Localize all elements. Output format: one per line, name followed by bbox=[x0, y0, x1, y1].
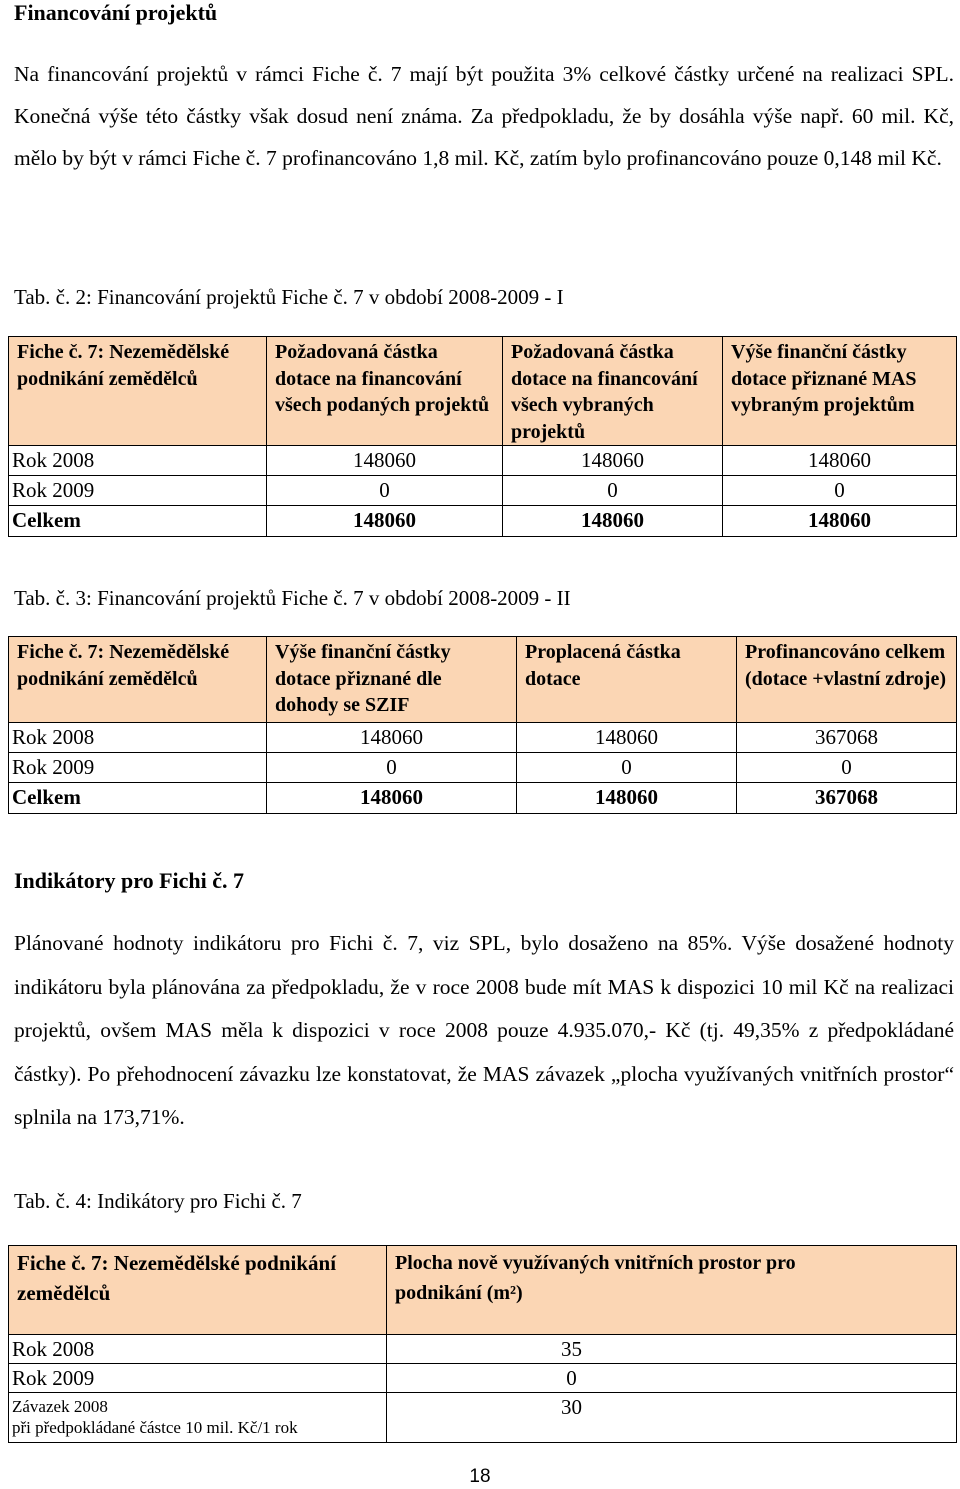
row-label: Rok 2008 bbox=[9, 723, 267, 753]
table3-header-cell: Proplacená částka dotace bbox=[517, 637, 737, 723]
table4-caption: Tab. č. 4: Indikátory pro Fichi č. 7 bbox=[14, 1189, 302, 1213]
table-cell: 148060 bbox=[267, 783, 517, 814]
table-total-row bbox=[9, 783, 957, 814]
commitment-label-line1: Závazek 2008 bbox=[12, 1397, 108, 1416]
table-row bbox=[9, 446, 957, 476]
table3-header-cell: Výše finanční částky dotace přiznané dle dohody se SZIF bbox=[267, 637, 517, 723]
table2-header-cell: Výše finanční částky dotace přiznané MAS vybraným projektům bbox=[723, 337, 957, 446]
table3-header-row bbox=[9, 637, 957, 723]
paragraph-indicators: Plánované hodnoty indikátoru pro Fichi č. 7, viz SPL, bylo dosaženo na 85%. Výše dosažené hodnoty indikátoru byla plánována za předpokladu, že v roce 2008 bude mít MAS k dispozici 10 mil Kč na realizaci projektů, ovšem MAS měla k dispozici v roce 2008 pouze 4.935.070,- Kč (tj. 49,35% z předpokládané částky). Po přehodnocení závazku lze konstatovat, že MAS závazek „plocha využívaných vnitřních prostor“ splnila na 173,71%. bbox=[14, 931, 954, 1129]
table4 bbox=[8, 1245, 957, 1443]
table2-caption: Tab. č. 2: Financování projektů Fiche č. 7 v období 2008-2009 - I bbox=[14, 285, 564, 309]
table-cell: 148060 bbox=[503, 506, 723, 537]
table2 bbox=[8, 336, 957, 537]
table-row bbox=[9, 476, 957, 506]
commitment-label bbox=[9, 1393, 387, 1443]
table-cell: 148060 bbox=[503, 446, 723, 476]
table3-header-cell: Fiche č. 7: Nezemědělské podnikání zemědělců bbox=[9, 637, 267, 723]
table4-header-cell: Plocha nově využívaných vnitřních prostor pro podnikání (m²) bbox=[387, 1246, 957, 1335]
row-label: Rok 2008 bbox=[9, 446, 267, 476]
table4-header-cell: Fiche č. 7: Nezemědělské podnikání zemědělců bbox=[9, 1246, 387, 1335]
table-cell: 148060 bbox=[267, 723, 517, 753]
table3-header-cell: Profinancováno celkem (dotace +vlastní zdroje) bbox=[737, 637, 957, 723]
heading-indicators: Indikátory pro Fichi č. 7 bbox=[14, 868, 245, 893]
table-total-row bbox=[9, 506, 957, 537]
page-number: 18 bbox=[469, 1466, 491, 1487]
table-cell: 0 bbox=[387, 1364, 957, 1393]
row-label: Celkem bbox=[9, 783, 267, 814]
table-cell: 148060 bbox=[267, 446, 503, 476]
row-label: Rok 2009 bbox=[9, 753, 267, 783]
table2-header-cell: Požadovaná částka dotace na financování všech podaných projektů bbox=[267, 337, 503, 446]
row-label: Celkem bbox=[9, 506, 267, 537]
table-row bbox=[9, 1393, 957, 1443]
table-cell: 367068 bbox=[737, 723, 957, 753]
table-row bbox=[9, 1335, 957, 1364]
table-cell: 367068 bbox=[737, 783, 957, 814]
row-label: Rok 2008 bbox=[9, 1335, 387, 1364]
table2-header-cell: Požadovaná částka dotace na financování všech vybraných projektů bbox=[503, 337, 723, 446]
table-cell: 148060 bbox=[267, 506, 503, 537]
table2-header-cell: Fiche č. 7: Nezemědělské podnikání zemědělců bbox=[9, 337, 267, 446]
table-cell: 0 bbox=[517, 753, 737, 783]
row-label: Rok 2009 bbox=[9, 1364, 387, 1393]
table-cell: 148060 bbox=[517, 723, 737, 753]
table-cell: 0 bbox=[723, 476, 957, 506]
commitment-value: 30 bbox=[387, 1393, 957, 1443]
row-label: Rok 2009 bbox=[9, 476, 267, 506]
table-cell: 0 bbox=[503, 476, 723, 506]
table-cell: 35 bbox=[387, 1335, 957, 1364]
table-cell: 148060 bbox=[723, 506, 957, 537]
table-cell: 0 bbox=[737, 753, 957, 783]
commitment-label-line2: při předpokládané částce 10 mil. Kč/1 rok bbox=[12, 1418, 298, 1437]
paragraph-financing: Na financování projektů v rámci Fiche č. 7 mají být použita 3% celkové částky určené na realizaci SPL. Konečná výše této částky však dosud není známa. Za předpokladu, že by dosáhla výše např. 60 mil. Kč, mělo by být v rámci Fiche č. 7 profinancováno 1,8 mil. Kč, zatím bylo profinancováno pouze 0,148 mil Kč. bbox=[14, 62, 954, 170]
table3 bbox=[8, 636, 957, 814]
table-cell: 148060 bbox=[723, 446, 957, 476]
table-cell: 0 bbox=[267, 753, 517, 783]
table3-caption: Tab. č. 3: Financování projektů Fiche č. 7 v období 2008-2009 - II bbox=[14, 586, 571, 610]
table-row bbox=[9, 723, 957, 753]
table-cell: 0 bbox=[267, 476, 503, 506]
table-cell: 148060 bbox=[517, 783, 737, 814]
table-row bbox=[9, 1364, 957, 1393]
table2-header-row bbox=[9, 337, 957, 446]
table4-header-row bbox=[9, 1246, 957, 1335]
table-row bbox=[9, 753, 957, 783]
heading-financing: Financování projektů bbox=[14, 0, 218, 25]
